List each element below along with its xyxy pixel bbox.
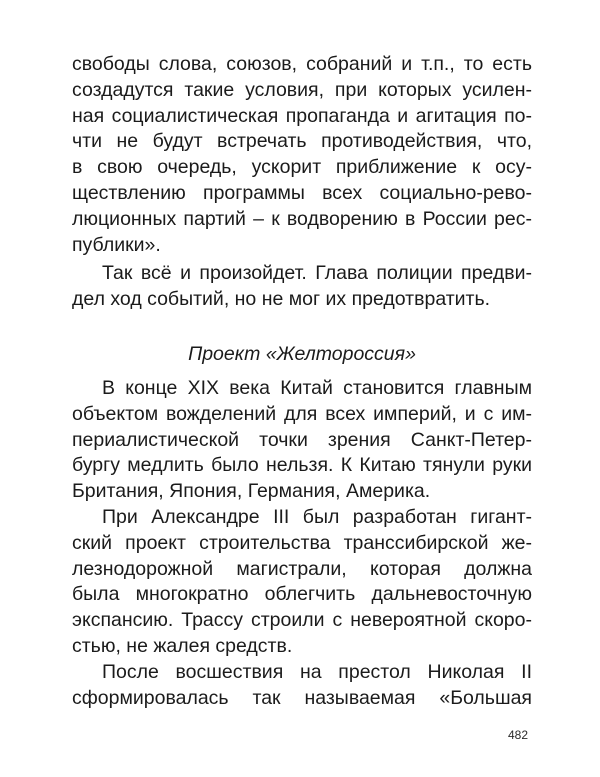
paragraph-police-chief — [72, 261, 532, 313]
text-line: экспансию. Трассу строили с невероятной скоро- — [72, 609, 532, 632]
text-line: В конце XIX века Китай становится главным — [102, 377, 532, 399]
page-number: 482 — [507, 728, 528, 742]
text-line: Так всё и произойдет. Глава полиции предви- — [102, 262, 532, 284]
paragraph-china — [72, 376, 532, 505]
paragraph-nicholas — [72, 660, 532, 712]
text-line: чти не будут встречать противодействия, что, — [72, 130, 532, 153]
text-line: в свою очередь, ускорит приближение к осу- — [72, 156, 532, 179]
text-line: После восшествия на престол Николая II — [102, 661, 532, 683]
text-line: бургу медлить было нельзя. К Китаю тянули руки — [72, 454, 532, 477]
text-line: ский проект строительства транссибирской же- — [72, 531, 532, 554]
text-line: ществлению программы всех социально-рево- — [72, 181, 532, 204]
text-line: объектом вожделений для всех империй, и с им- — [72, 402, 532, 425]
text-line: была многократно облегчить дальневосточную — [72, 583, 532, 606]
text-line: публики». — [72, 233, 161, 256]
text-line: стью, не жалея средств. — [72, 634, 293, 657]
text-line: лезнодорожной магистрали, которая должна — [72, 557, 532, 580]
paragraph-continuation — [72, 52, 532, 258]
text-line: Британия, Япония, Германия, Америка. — [72, 480, 431, 503]
text-line: При Александре III был разработан гигант- — [102, 506, 532, 528]
paragraph-trans-siberian — [72, 505, 532, 660]
text-line: создадутся такие условия, при которых усилен- — [72, 78, 532, 101]
text-line: свободы слова, союзов, собраний и т.п., то есть — [72, 53, 532, 75]
text-line: ная социалистическая пропаганда и агитация по- — [72, 104, 532, 127]
text-line: периалистической точки зрения Санкт-Петер- — [72, 428, 532, 451]
text-line: люционных партий – к водворению в России рес- — [72, 207, 532, 230]
text-line: сформировалась так называемая «Большая — [72, 686, 532, 709]
text-line: дел ход событий, но не мог их предотвратить. — [72, 287, 491, 310]
section-heading: Проект «Желтороссия» — [188, 343, 416, 365]
